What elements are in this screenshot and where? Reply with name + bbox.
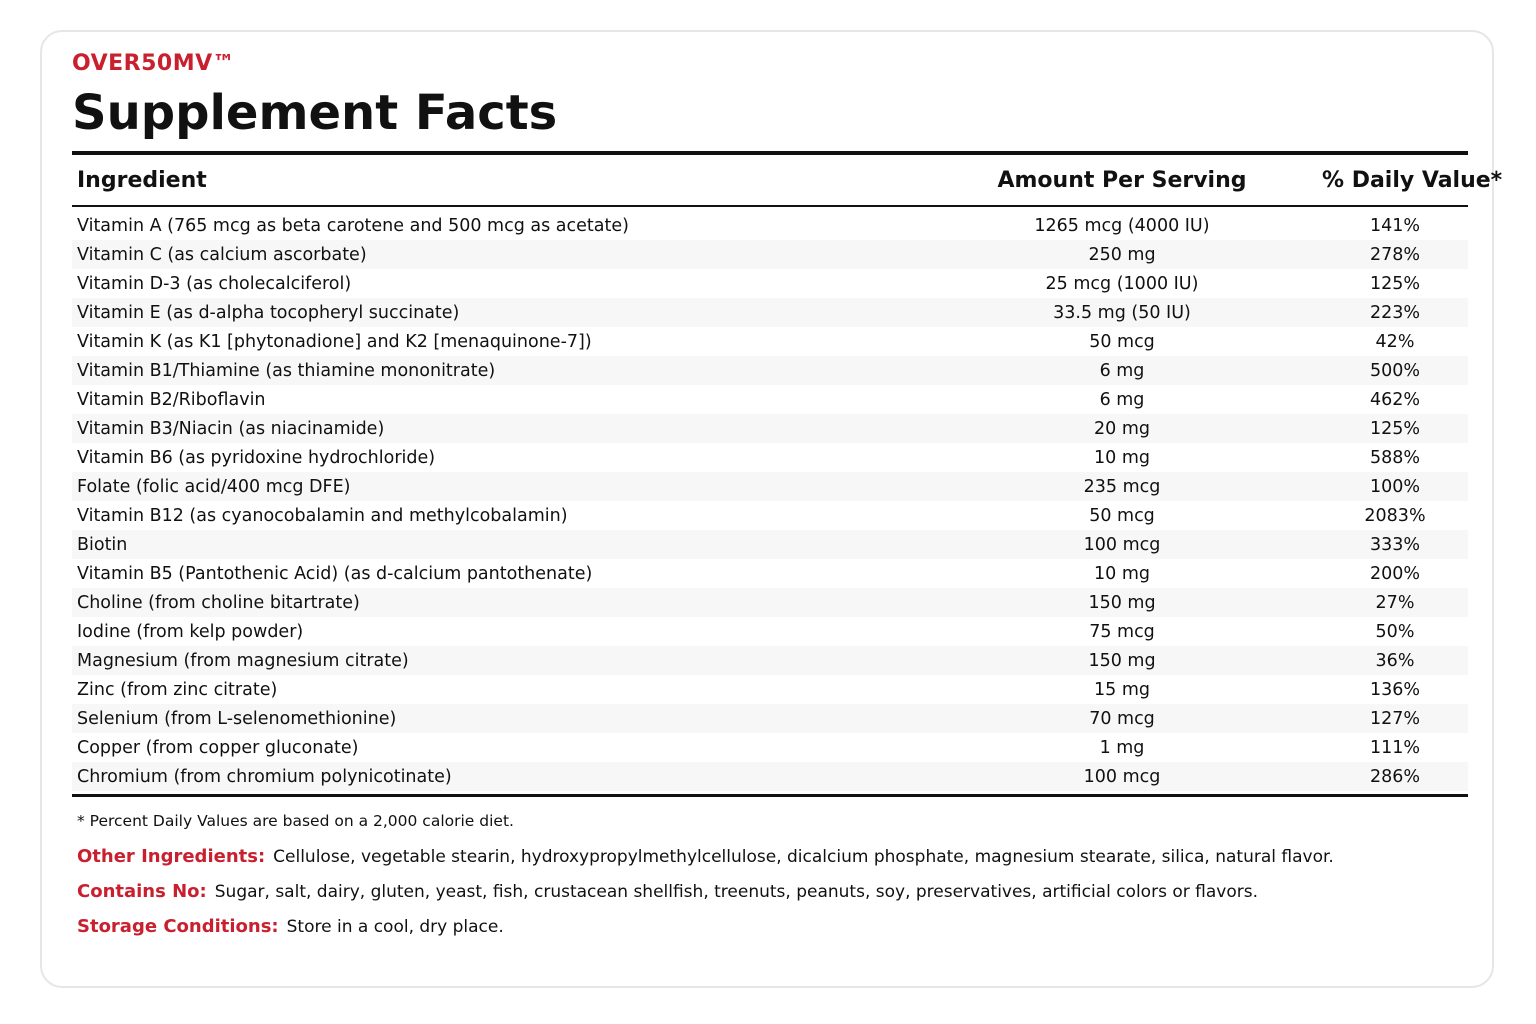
ingredient-cell: Vitamin D-3 (as cholecalciferol): [77, 273, 352, 294]
ingredient-cell: Vitamin B1/Thiamine (as thiamine mononitrate): [72, 356, 922, 385]
daily-value-cell: 333%: [1322, 530, 1468, 559]
table-row: [72, 530, 1468, 559]
storage-conditions: [72, 917, 1468, 936]
table-row: [72, 327, 1468, 356]
contains-no-label: Contains No:: [77, 881, 207, 902]
daily-value-cell: 50%: [1375, 621, 1415, 642]
ingredient-cell: Vitamin B6 (as pyridoxine hydrochloride): [77, 447, 436, 468]
daily-value-cell: 127%: [1322, 704, 1468, 733]
ingredient-cell: Vitamin A (765 mcg as beta carotene and 500 mcg as acetate): [77, 215, 629, 236]
amount-cell: 6 mg: [922, 356, 1322, 385]
amount-cell: 70 mcg: [922, 704, 1322, 733]
table-row: [72, 356, 1468, 385]
table-row: [72, 211, 1468, 240]
other-ingredients-value: Cellulose, vegetable stearin, hydroxypropylmethylcellulose, dicalcium phosphate, magnesium stearate, silica, natural flavor.: [273, 847, 1334, 867]
amount-cell: 20 mg: [922, 414, 1322, 443]
table-row: [72, 588, 1468, 617]
table-bottom-rule: [72, 794, 1468, 797]
column-header-daily-value: % Daily Value*: [1322, 155, 1468, 206]
amount-cell: 100 mcg: [922, 762, 1322, 791]
ingredient-cell: Choline (from choline bitartrate): [72, 588, 922, 617]
column-header-ingredient: Ingredient: [72, 155, 922, 206]
supplement-facts-card: [40, 30, 1503, 988]
amount-cell: 75 mcg: [1089, 621, 1155, 642]
other-ingredients-label: Other Ingredients:: [77, 846, 266, 867]
supplement-facts-panel: [72, 50, 1503, 937]
amount-cell: 50 mcg: [1089, 331, 1155, 352]
amount-cell: 6 mg: [1099, 389, 1145, 410]
supplement-facts-table: [72, 155, 1503, 791]
table-row: [72, 443, 1468, 472]
table-row: [72, 559, 1468, 588]
contains-no-value: Sugar, salt, dairy, gluten, yeast, fish, crustacean shellfish, treenuts, peanuts, soy, preservatives, artificial colors or flavors.: [214, 882, 1258, 902]
table-row: [72, 298, 1468, 327]
amount-cell: 33.5 mg (50 IU): [922, 298, 1322, 327]
daily-value-cell: 125%: [1322, 414, 1468, 443]
table-row: [72, 269, 1468, 298]
amount-cell: 1 mg: [1099, 737, 1145, 758]
ingredient-cell: Vitamin C (as calcium ascorbate): [72, 240, 922, 269]
table-row: [72, 472, 1468, 501]
daily-value-cell: 588%: [1369, 447, 1421, 468]
ingredient-cell: Vitamin B5 (Pantothenic Acid) (as d-calcium pantothenate): [77, 563, 593, 584]
daily-value-cell: 42%: [1375, 331, 1415, 352]
daily-value-cell: 111%: [1369, 737, 1421, 758]
amount-cell: 25 mcg (1000 IU): [1045, 273, 1199, 294]
other-ingredients: [72, 847, 1468, 866]
table-row: [72, 414, 1468, 443]
ingredient-cell: Vitamin B2/Riboflavin: [77, 389, 266, 410]
table-row: [72, 733, 1468, 762]
amount-cell: 100 mcg: [922, 530, 1322, 559]
table-row: [72, 385, 1468, 414]
amount-cell: 150 mg: [922, 646, 1322, 675]
daily-value-cell: 36%: [1322, 646, 1468, 675]
daily-value-cell: 141%: [1369, 215, 1421, 236]
ingredient-cell: Copper (from copper gluconate): [77, 737, 359, 758]
storage-conditions-value: Store in a cool, dry place.: [286, 917, 504, 937]
brand-name: OVER50MV™: [72, 51, 236, 76]
amount-cell: 150 mg: [922, 588, 1322, 617]
ingredient-cell: Iodine (from kelp powder): [77, 621, 304, 642]
daily-value-cell: 125%: [1369, 273, 1421, 294]
daily-value-footnote: * Percent Daily Values are based on a 2,000 calorie diet.: [77, 812, 514, 830]
ingredient-cell: Magnesium (from magnesium citrate): [72, 646, 922, 675]
amount-cell: 1265 mcg (4000 IU): [1034, 215, 1210, 236]
amount-cell: 15 mg: [1094, 679, 1150, 700]
table-row: [72, 617, 1468, 646]
amount-cell: 10 mg: [1094, 447, 1150, 468]
daily-value-cell: 2083%: [1364, 505, 1426, 526]
table-header-row: [72, 155, 1468, 206]
daily-value-cell: 100%: [1322, 472, 1468, 501]
table-row: [72, 704, 1468, 733]
amount-cell: 250 mg: [922, 240, 1322, 269]
daily-value-cell: 200%: [1369, 563, 1421, 584]
ingredient-cell: Vitamin E (as d-alpha tocopheryl succinate): [72, 298, 922, 327]
table-row: [72, 501, 1468, 530]
page-title: Supplement Facts: [72, 85, 558, 141]
amount-cell: 10 mg: [1094, 563, 1150, 584]
table-row: [72, 762, 1468, 791]
ingredient-cell: Selenium (from L-selenomethionine): [72, 704, 922, 733]
ingredient-cell: Chromium (from chromium polynicotinate): [72, 762, 922, 791]
daily-value-cell: 136%: [1369, 679, 1421, 700]
ingredient-cell: Zinc (from zinc citrate): [77, 679, 278, 700]
ingredient-cell: Vitamin B12 (as cyanocobalamin and methylcobalamin): [77, 505, 568, 526]
daily-value-cell: 278%: [1322, 240, 1468, 269]
daily-value-cell: 27%: [1322, 588, 1468, 617]
daily-value-cell: 500%: [1322, 356, 1468, 385]
table-row: [72, 240, 1468, 269]
ingredient-cell: Biotin: [72, 530, 922, 559]
daily-value-cell: 462%: [1369, 389, 1421, 410]
amount-cell: 235 mcg: [922, 472, 1322, 501]
amount-cell: 50 mcg: [1089, 505, 1155, 526]
ingredient-cell: Folate (folic acid/400 mcg DFE): [72, 472, 922, 501]
contains-no: [72, 882, 1468, 901]
ingredient-cell: Vitamin B3/Niacin (as niacinamide): [72, 414, 922, 443]
table-row: [72, 675, 1468, 704]
daily-value-cell: 223%: [1322, 298, 1468, 327]
daily-value-cell: 286%: [1322, 762, 1468, 791]
ingredient-cell: Vitamin K (as K1 [phytonadione] and K2 [menaquinone-7]): [77, 331, 592, 352]
column-header-amount: Amount Per Serving: [922, 155, 1322, 206]
table-row: [72, 646, 1468, 675]
storage-conditions-label: Storage Conditions:: [77, 916, 279, 937]
